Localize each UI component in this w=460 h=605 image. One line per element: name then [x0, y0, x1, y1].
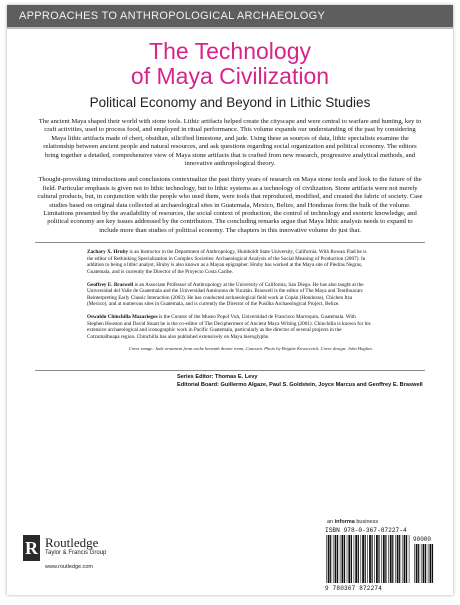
- barcode-bar: [344, 535, 345, 583]
- book-title: [7, 39, 453, 89]
- author-bio-text: is an Associate Professor of Anthropology at the University of California, San Diego. He has also taught at the Universidad del Valle de Guatemala and the Universidad Autónoma de Yucatán. Braswell is the editor of The Maya and Teotihuacan: Reinterpreting Early Classic Interaction (2003). He has conducted archaeological field work at Copán (Honduras), Chichen Itza (Mexico), and at numerous sites in Guatemala, and is currently the Director of the Pusilha Archaeological Project, Belize.: [87, 281, 364, 308]
- barcode-bar: [406, 535, 407, 583]
- author-name: Geoffrey E. Braswell: [87, 281, 134, 288]
- barcode-bar: [374, 535, 375, 583]
- barcode-bar: [354, 535, 355, 583]
- publisher-group: Taylor & Francis Group: [45, 550, 107, 556]
- barcode-bar: [367, 535, 368, 583]
- barcode-number: 9 780367 872274: [325, 585, 383, 592]
- publisher-name: Routledge: [45, 535, 99, 550]
- barcode-bar: [337, 535, 338, 583]
- editors-block: [177, 374, 453, 389]
- barcode-bar: [388, 535, 389, 583]
- barcode-bar: [428, 544, 429, 583]
- barcode-bar: [402, 535, 403, 583]
- series-band: APPROACHES TO ANTHROPOLOGICAL ARCHAEOLOGY: [7, 5, 453, 27]
- author-name: Oswaldo Chinchilla Mazariegos: [87, 314, 158, 321]
- informa-tagline: an informa business: [327, 519, 379, 525]
- barcode-bar: [399, 535, 400, 583]
- barcode-bar: [376, 535, 378, 583]
- barcode-bar: [416, 544, 418, 583]
- barcode-bar: [418, 544, 419, 583]
- barcode-bar: [404, 535, 406, 583]
- barcode-bar: [423, 544, 425, 583]
- publisher-footer: [7, 513, 453, 595]
- blurb-paragraph-2: Thought-provoking introductions and conclusions contextualize the past thirty years of research on Maya stone tools and look to the future of the field. Particular emphasis is given not to lithic technology, but to lithic systems as a technology of civilization. Stone artifacts were not merely cultural products, but, in conjunction with the people who used them, were tools that reproduced, modified, and created the fabric of society. Case studies based on original data collected at archaeological sites in Guatemala, Mexico, Belize, and Honduras form the bulk of the volume. Limitations presented by the availability of resources, the social context of production, the control of technology and esoteric knowledge, and political economy are key issues addressed by the contributors. The concluding remarks argue that Maya lithic analysis needs to expand to include more than studies of political economy. The chapters in this innovative volume do just that.: [37, 176, 423, 234]
- divider-rule-lower: [35, 370, 425, 371]
- barcode-bar: [340, 535, 341, 583]
- title-line-1: The Technology: [149, 38, 311, 64]
- band-divider: [7, 27, 453, 29]
- author-bio-2: [87, 282, 373, 308]
- barcode-bar: [381, 535, 382, 583]
- barcode-bar: [409, 535, 410, 583]
- barcode-bar: [430, 544, 432, 583]
- barcode-bar: [397, 535, 399, 583]
- author-bio-text: is an Instructor in the Department of Anthropology, Humboldt State University, California. With Rowan Flad he is the editor of Rethinking Specialization in Complex Societies: Archaeological Analysis of the Social Meaning of Production (2007). In addition to being a lithic analyst, Hruby is also known as a Mayan epigrapher. Hruby has worked at the Maya site of Piedras Negras, Guatemala, and is currently the Director of the Proyecto Costa Caribe.: [87, 249, 367, 276]
- barcode: [325, 527, 437, 593]
- publisher-website: www.routledge.com: [45, 564, 93, 570]
- barcode-bar: [390, 535, 392, 583]
- barcode-bar: [372, 535, 373, 583]
- barcode-bar: [421, 544, 422, 583]
- barcode-bar: [335, 535, 337, 583]
- barcode-bar: [392, 535, 393, 583]
- editorial-board: Editorial Board: Guillermo Algaze, Paul S. Goldstein, Joyce Marcus and Geoffrey E. Braswell: [177, 382, 423, 388]
- blurb-paragraph-1: The ancient Maya shaped their world with stone tools. Lithic artifacts helped create the cityscape and were central to warfare and hunting, key to craft activities, used to process food, and employed in ritual performance. This volume expands our understanding of the past by considering Maya lithic artifacts made of chert, obsidian, silicified limestone, and jade. Using these as sources of data, lithic specialists examine the relationship between ancient people and natural resources, and ask questions regarding social organization and political economy. The editors bring together a detailed, comprehensive view of Maya stone artifacts that is crafted from new research, progressive analytical methods, and innovative anthropological theory.: [38, 118, 422, 168]
- barcode-bar: [395, 535, 396, 583]
- series-editor: Series Editor: Thomas E. Levy: [177, 374, 258, 381]
- barcode-bar: [425, 544, 426, 583]
- barcode-bar: [414, 544, 415, 583]
- routledge-logo-icon: R: [23, 535, 40, 561]
- barcode-bar: [342, 535, 344, 583]
- barcode-icon: [325, 535, 411, 583]
- author-name: Zachary X. Hruby: [87, 249, 129, 256]
- title-line-2: of Maya Civilization: [130, 63, 330, 89]
- book-back-cover: [7, 5, 453, 595]
- barcode-bar: [328, 535, 330, 583]
- barcode-bar: [358, 535, 359, 583]
- barcode-bar: [365, 535, 366, 583]
- barcode-bar: [326, 535, 327, 583]
- cover-credit: Cover image: Jade ornament from cache beneath throne room, Cancuen. Photo by Brigitte Kovacevich. Cover design: John Hughes.: [128, 346, 373, 352]
- author-bio-3: [87, 314, 373, 340]
- barcode-bar: [330, 535, 331, 583]
- isbn-label: ISBN 978-0-367-87227-4: [325, 527, 407, 534]
- divider-rule: [35, 242, 425, 243]
- price-code: 90000: [413, 536, 432, 543]
- barcode-bar: [383, 535, 385, 583]
- barcode-bar: [347, 535, 348, 583]
- barcode-bar: [348, 535, 350, 583]
- book-subtitle: Political Economy and Beyond in Lithic Studies: [89, 95, 371, 110]
- author-bio-text: is the Curator of the Museo Popol Vuh, Universidad de Francisco Marroquín, Guatemala. With Stephen Houston and David Stuart he is the co-editor of The Decipherment of Ancient Maya Writing (2001). Chinchilla is known for his extensive archaeological and iconographic work in Pacific Guatemala, particularly as the director of several projects in the Cotzumalhuapa region. Chinchilla has also published extensively on Maya hieroglyphs.: [87, 314, 371, 340]
- author-bio-1: [87, 249, 373, 275]
- barcode-bar: [432, 544, 433, 583]
- barcode-bar: [362, 535, 364, 583]
- barcode-bar: [333, 535, 334, 583]
- barcode-bar: [385, 535, 386, 583]
- price-barcode-icon: [413, 544, 435, 583]
- barcode-bar: [355, 535, 357, 583]
- barcode-bar: [369, 535, 371, 583]
- barcode-bar: [361, 535, 362, 583]
- barcode-bar: [378, 535, 379, 583]
- barcode-bar: [351, 535, 352, 583]
- publisher-logo: [23, 535, 143, 575]
